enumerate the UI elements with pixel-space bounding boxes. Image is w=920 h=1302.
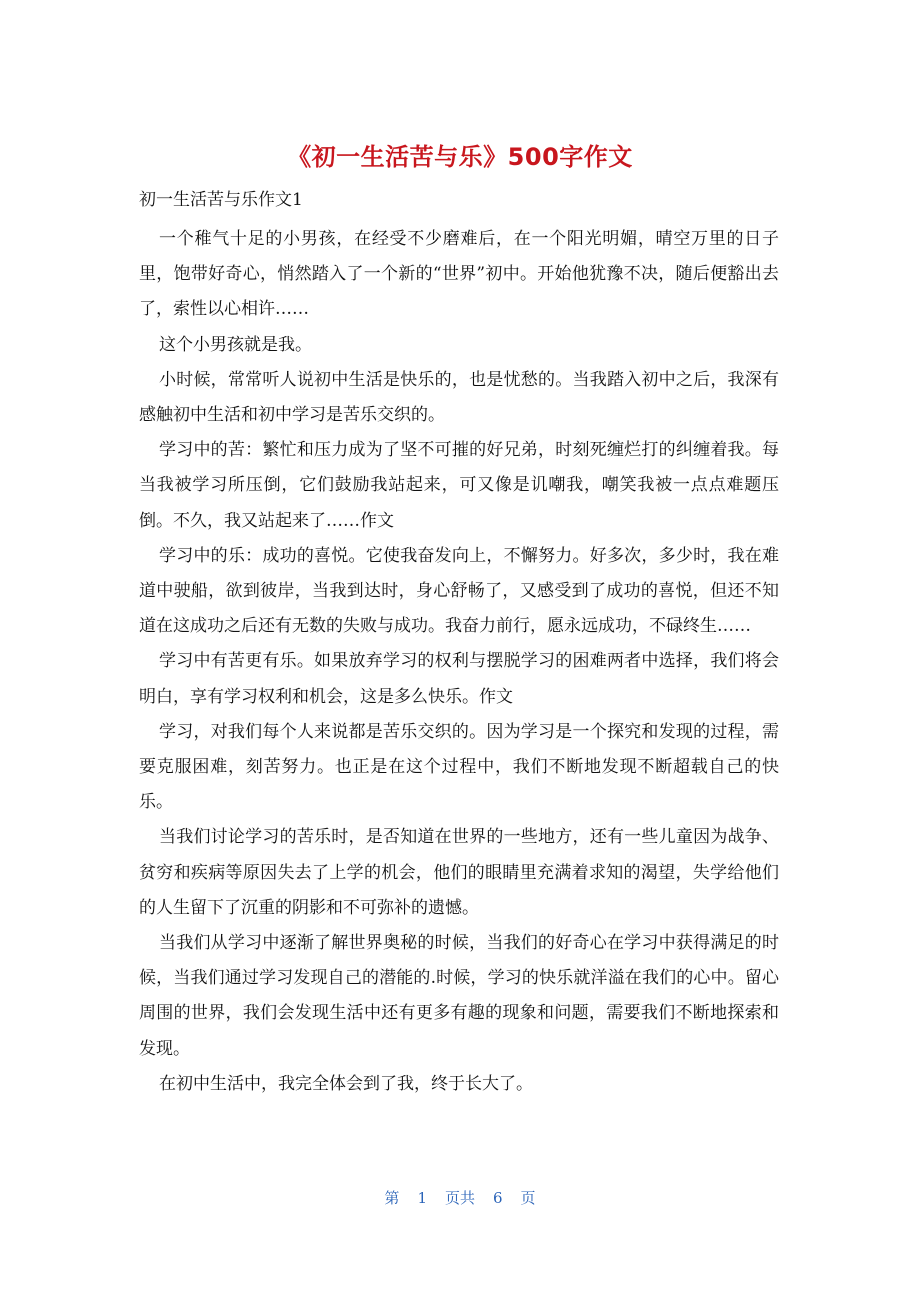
paragraph: 学习中的乐：成功的喜悦。它使我奋发向上，不懈努力。好多次，多少时，我在难道中驶船，欲到彼岸，当我到达时，身心舒畅了，又感受到了成功的喜悦，但还不知道在这成功之后还有无数的失败与成功。我奋力前行，愿永远成功，不碌终生……: [139, 545, 779, 637]
paragraph: 在初中生活中，我完全体会到了我，终于长大了。: [159, 1073, 533, 1094]
paragraph: 学习中的苦：繁忙和压力成为了坚不可摧的好兄弟，时刻死缠烂打的纠缠着我。每当我被学习所压倒，它们鼓励我站起来，可又像是讥嘲我，嘲笑我被一点点难题压倒。不久，我又站起来了……作文: [139, 440, 779, 531]
page-prefix: 第: [384, 1189, 400, 1207]
section-subtitle: 初一生活苦与乐作文1: [139, 190, 303, 210]
total-pages-number: 6: [493, 1189, 503, 1207]
page-suffix: 页: [520, 1189, 536, 1207]
page-footer: [0, 1186, 920, 1210]
document-title: 《初一生活苦与乐》500字作文: [287, 143, 633, 171]
paragraph: 当我们讨论学习的苦乐时，是否知道在世界的一些地方，还有一些儿童因为战争、贫穷和疾病等原因失去了上学的机会，他们的眼睛里充满着求知的渴望，失学给他们的人生留下了沉重的阴影和不可弥补的遗憾。: [139, 827, 779, 918]
paragraph: 这个小男孩就是我。: [159, 334, 312, 355]
current-page-number: 1: [417, 1189, 427, 1207]
document-body: [139, 222, 779, 1102]
paragraph: 当我们从学习中逐渐了解世界奥秘的时候，当我们的好奇心在学习中获得满足的时候，当我们通过学习发现自己的潜能的.时候，学习的快乐就洋溢在我们的心中。留心周围的世界，我们会发现生活中还有更多有趣的现象和问题，需要我们不断地探索和发现。: [139, 933, 779, 1059]
paragraph: 学习中有苦更有乐。如果放弃学习的权利与摆脱学习的困难两者中选择，我们将会明白，享有学习权利和机会，这是多么快乐。作文: [139, 651, 779, 707]
paragraph: 小时候，常常听人说初中生活是快乐的，也是忧愁的。当我踏入初中之后，我深有感触初中生活和初中学习是苦乐交织的。: [139, 369, 779, 426]
paragraph: 学习，对我们每个人来说都是苦乐交织的。因为学习是一个探究和发现的过程，需要克服困难，刻苦努力。也正是在这个过程中，我们不断地发现不断超载自己的快乐。: [139, 721, 779, 813]
page-mid: 页共: [444, 1189, 475, 1207]
paragraph: 一个稚气十足的小男孩，在经受不少磨难后，在一个阳光明媚，晴空万里的日子里，饱带好奇心，悄然踏入了一个新的“世界”初中。开始他犹豫不决，随后便豁出去了，索性以心相许……: [139, 229, 779, 320]
